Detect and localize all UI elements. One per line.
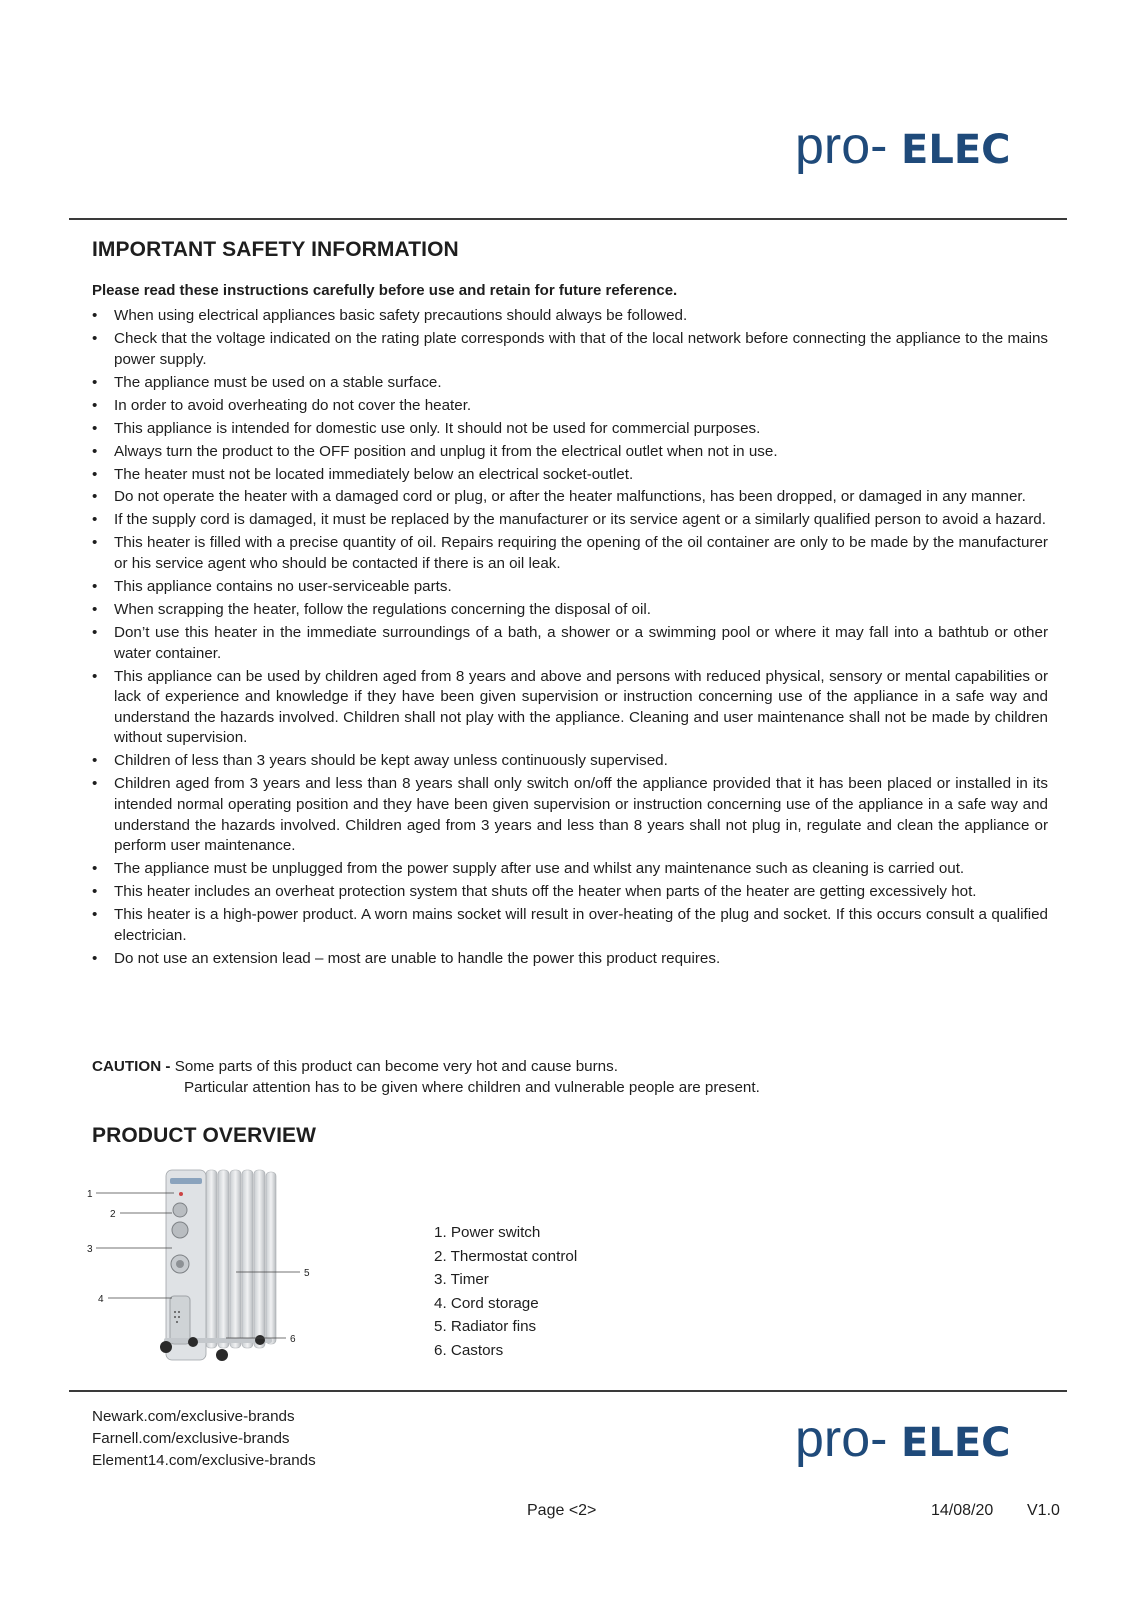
safety-item [92, 465, 1048, 486]
safety-item [92, 396, 1048, 417]
callout-4: 4 [98, 1294, 104, 1305]
safety-item-text: This heater is a high-power product. A worn mains socket will result in over-heating of the plug and socket. If this occurs consult a qualified electrician. [114, 906, 1048, 944]
bullet-dot: • [92, 465, 98, 483]
caution-block [92, 1057, 1048, 1098]
bullet-dot: • [92, 752, 98, 770]
overview-item: 6. Castors [434, 1341, 504, 1359]
safety-item [92, 577, 1048, 598]
safety-lead: Please read these instructions carefully before use and retain for future reference. [92, 282, 678, 299]
callout-1: 1 [87, 1189, 93, 1200]
safety-item [92, 905, 1048, 946]
bullet-dot: • [92, 442, 98, 460]
safety-item [92, 533, 1048, 574]
bullet-dot: • [92, 775, 98, 793]
safety-item [92, 667, 1048, 749]
bullet-dot: • [92, 373, 98, 391]
safety-item [92, 373, 1048, 394]
safety-item-text: Do not use an extension lead – most are unable to handle the power this product requires. [114, 949, 721, 967]
bullet-dot: • [92, 396, 98, 414]
doc-version: V1.0 [1027, 1502, 1060, 1519]
safety-item-text: The appliance must be used on a stable surface. [114, 373, 442, 391]
safety-item-text: When using electrical appliances basic safety precautions should always be followed. [114, 307, 688, 324]
safety-item-text: If the supply cord is damaged, it must be replaced by the manufacturer or its service agent or a similarly qualified person to avoid a hazard. [114, 511, 1046, 529]
brand-logo-footer [795, 1413, 1045, 1479]
bullet-dot: • [92, 578, 98, 596]
bullet-dot: • [92, 601, 98, 619]
footer-divider [69, 1390, 1067, 1392]
safety-item [92, 306, 1048, 327]
safety-item [92, 442, 1048, 463]
bullet-dot: • [92, 906, 98, 924]
safety-item-text: The heater must not be located immediately below an electrical socket-outlet. [114, 465, 634, 483]
safety-item [92, 623, 1048, 664]
safety-item-text: This appliance contains no user-serviceable parts. [114, 578, 452, 596]
safety-item [92, 774, 1048, 856]
thermostat-knob [172, 1222, 188, 1238]
safety-item-text: This appliance is intended for domestic use only. It should not be used for commercial purposes. [114, 419, 761, 437]
bullet-dot: • [92, 667, 98, 685]
safety-item-text: Children aged from 3 years and less than 8 years shall only switch on/off the appliance provided that it has been placed or installed in its intended normal operating position and they have been given supervision or instruction concerning use of the appliance in a safe way and understand the hazards involved. Children aged from 3 years and less than 8 years shall not plug in, regulate and clean the appliance or perform user maintenance. [114, 775, 1048, 855]
safety-heading: IMPORTANT SAFETY INFORMATION [92, 238, 459, 261]
radiator-fins [206, 1170, 276, 1348]
power-switch-knob [173, 1203, 187, 1217]
safety-item-text: When scrapping the heater, follow the regulations concerning the disposal of oil. [114, 601, 651, 619]
safety-item [92, 487, 1048, 508]
overview-item: 4. Cord storage [434, 1294, 539, 1312]
callout-5: 5 [304, 1268, 310, 1279]
callout-2: 2 [110, 1209, 116, 1220]
safety-item-text: This heater includes an overheat protection system that shuts off the heater when parts of the heater are getting excessively hot. [114, 883, 977, 901]
safety-item-text: This appliance can be used by children aged from 8 years and above and persons with reduced physical, sensory or mental capabilities or lack of experience and knowledge if they have been given supervision or instruction concerning use of the appliance in a safe way and understand the hazards involved. Children shall not play with the appliance. Cleaning and user maintenance shall not be made by children without supervision. [114, 667, 1048, 747]
bullet-dot: • [92, 624, 98, 641]
footer-links [92, 1406, 316, 1472]
brand-logo-top [795, 120, 1045, 186]
doc-date: 14/08/20 [931, 1502, 994, 1519]
safety-item-text: Don’t use this heater in the immediate surroundings of a bath, a shower or a swimming pool or where it may fall into a bathtub or other water container. [114, 624, 1048, 662]
safety-item [92, 510, 1048, 531]
bullet-dot: • [92, 534, 98, 552]
bullet-dot: • [92, 419, 98, 437]
bullet-dot: • [92, 860, 98, 878]
overview-item: 2. Thermostat control [434, 1247, 578, 1265]
safety-item [92, 949, 1048, 970]
safety-item [92, 600, 1048, 621]
header-divider [69, 218, 1067, 220]
overview-item: 1. Power switch [434, 1224, 541, 1241]
safety-item [92, 751, 1048, 772]
bullet-dot: • [92, 329, 98, 347]
caution-line-1: Some parts of this product can become very hot and cause burns. [174, 1058, 618, 1075]
heater-diagram [86, 1168, 336, 1380]
overview-heading: PRODUCT OVERVIEW [92, 1124, 317, 1147]
bullet-dot: • [92, 307, 98, 324]
callout-3: 3 [87, 1244, 93, 1255]
safety-list [92, 306, 1048, 972]
link-newark[interactable]: Newark.com/exclusive-brands [92, 1408, 295, 1425]
safety-item [92, 329, 1048, 370]
caution-label: CAUTION - [92, 1058, 171, 1075]
cord-storage [170, 1296, 190, 1344]
overview-list [434, 1221, 577, 1362]
safety-item [92, 859, 1048, 880]
safety-item-text: The appliance must be unplugged from the power supply after use and whilst any maintenance such as cleaning is carried out. [114, 860, 965, 878]
logo-bold-text: ELEC [901, 127, 1011, 173]
bullet-dot: • [92, 511, 98, 529]
callout-6: 6 [290, 1334, 296, 1345]
bullet-dot: • [92, 883, 98, 901]
bullet-dot: • [92, 949, 98, 967]
logo-light-text: pro- [795, 120, 888, 175]
safety-item-text: Check that the voltage indicated on the rating plate corresponds with that of the local network before connecting the appliance to the mains power supply. [114, 329, 1048, 368]
bullet-dot: • [92, 488, 98, 506]
page-number: Page <2> [527, 1502, 597, 1519]
safety-item [92, 882, 1048, 903]
safety-item [92, 419, 1048, 440]
link-farnell[interactable]: Farnell.com/exclusive-brands [92, 1430, 290, 1447]
caution-line-2: Particular attention has to be given where children and vulnerable people are present. [184, 1078, 760, 1096]
logo-bold-text: ELEC [901, 1420, 1011, 1466]
safety-item-text: This heater is filled with a precise quantity of oil. Repairs requiring the opening of the oil container are only to be made by the manufacturer or his service agent who should be contacted if there is an oil leak. [114, 534, 1048, 573]
safety-item-text: Always turn the product to the OFF position and unplug it from the electrical outlet when not in use. [114, 442, 778, 460]
overview-item: 5. Radiator fins [434, 1318, 537, 1335]
safety-item-text: In order to avoid overheating do not cover the heater. [114, 396, 472, 414]
safety-item-text: Do not operate the heater with a damaged cord or plug, or after the heater malfunctions, has been dropped, or damaged in any manner. [114, 488, 1026, 506]
link-element14[interactable]: Element14.com/exclusive-brands [92, 1452, 316, 1469]
logo-light-text: pro- [795, 1413, 888, 1468]
safety-item-text: Children of less than 3 years should be kept away unless continuously supervised. [114, 752, 668, 770]
overview-item: 3. Timer [434, 1271, 489, 1288]
